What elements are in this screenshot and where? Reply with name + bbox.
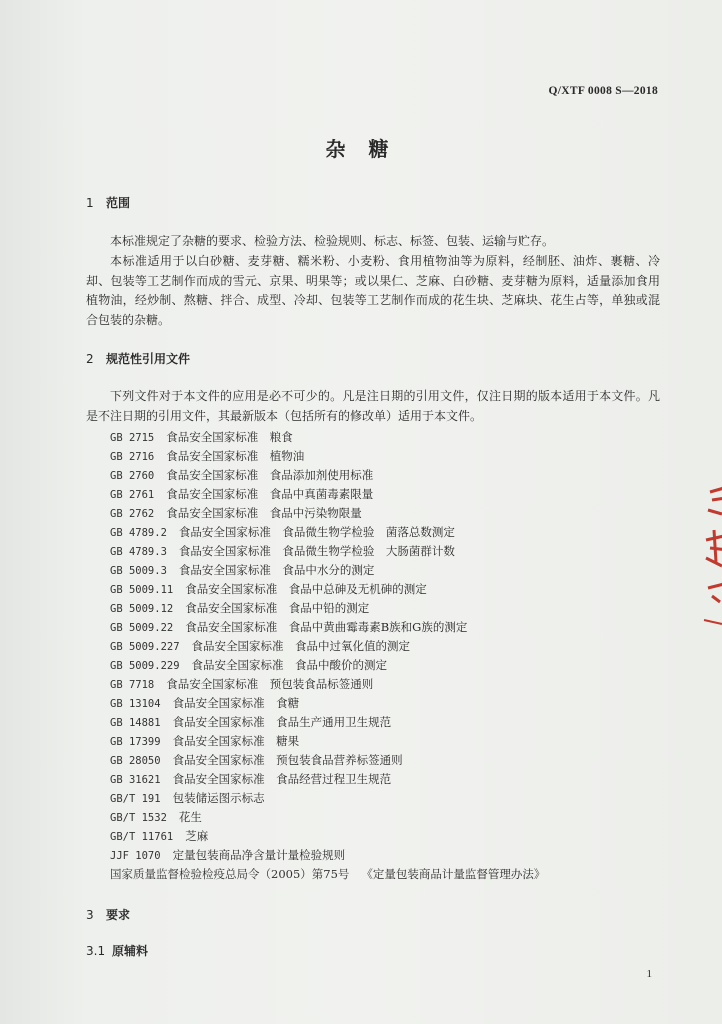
reference-title: 食品安全国家标准 预包装食品营养标签通则 [172, 753, 403, 767]
reference-item [110, 732, 545, 751]
reference-code: GB 4789.3 [110, 546, 167, 558]
reference-code: GB 28050 [110, 755, 161, 767]
reference-title: 食品安全国家标准 食品经营过程卫生规范 [172, 772, 392, 786]
reference-item [110, 523, 545, 542]
reference-code: GB 5009.12 [110, 603, 174, 615]
reference-code: GB 2760 [110, 470, 155, 482]
reference-code: GB 2761 [110, 489, 155, 501]
reference-code: GB 14881 [110, 717, 161, 729]
reference-code: GB 7718 [110, 679, 155, 691]
reference-title: 食品安全国家标准 食品微生物学检验 菌落总数测定 [178, 525, 455, 539]
scope-paragraph-1: 本标准规定了杂糖的要求、检验方法、检验规则、标志、标签、包装、运输与贮存。 [110, 234, 555, 248]
reference-title: 食品安全国家标准 食品中水分的测定 [178, 563, 375, 577]
section-title: 原辅料 [112, 944, 149, 958]
reference-item [110, 599, 545, 618]
reference-code: GB 4789.2 [110, 527, 167, 539]
reference-title: 定量包装商品净含量计量检验规则 [172, 848, 346, 862]
section-number: 3 [86, 908, 94, 922]
section-number: 2 [86, 352, 94, 366]
reference-code: GB 13104 [110, 698, 161, 710]
reference-item [110, 618, 545, 637]
reference-item [110, 580, 545, 599]
section-heading-requirements [86, 906, 130, 923]
reference-title: 食品安全国家标准 食品微生物学检验 大肠菌群计数 [178, 544, 455, 558]
reference-title: 食品安全国家标准 食品中铅的测定 [185, 601, 370, 615]
reference-code: 国家质量监督检验检疫总局令（2005）第75号 [110, 867, 350, 881]
reference-title: 《定量包装商品计量监督管理办法》 [361, 867, 546, 881]
section-title: 规范性引用文件 [106, 352, 191, 366]
reference-code: GB 31621 [110, 774, 161, 786]
reference-title: 食品安全国家标准 食品中酸价的测定 [191, 658, 388, 672]
reference-title: 食品安全国家标准 食品中污染物限量 [166, 506, 362, 520]
reference-list [110, 428, 545, 884]
reference-code: GB 5009.227 [110, 641, 180, 653]
reference-title: 食品安全国家标准 食品生产通用卫生规范 [172, 715, 392, 729]
reference-item [110, 770, 545, 789]
reference-code: GB 5009.22 [110, 622, 174, 634]
reference-code: JJF 1070 [110, 850, 161, 862]
reference-item [110, 675, 545, 694]
reference-code: GB 2715 [110, 432, 155, 444]
reference-item [110, 447, 545, 466]
seal-stamp-fragment [700, 470, 722, 630]
reference-item [110, 846, 545, 865]
reference-code: GB 5009.229 [110, 660, 180, 672]
reference-title: 食品安全国家标准 食品添加剂使用标准 [166, 468, 374, 482]
section-heading-raw-materials [86, 942, 148, 959]
reference-item [110, 637, 545, 656]
reference-code: GB/T 11761 [110, 831, 174, 843]
reference-item [110, 713, 545, 732]
reference-item [110, 466, 545, 485]
scope-paragraph-2: 本标准适用于以白砂糖、麦芽糖、糯米粉、小麦粉、食用植物油等为原料，经制胚、油炸、裹糖、冷却、包装等工艺制作而成的雪元、京果、明果等；或以果仁、芝麻、白砂糖、麦芽糖为原料，适量添加食用植物油，经炒制、熬糖、拌合、成型、冷却、包装等工艺制作而成的花生块、芝麻块、花生占等，单独或混合包装的杂糖。 [86, 254, 660, 327]
reference-item [110, 865, 545, 884]
reference-title: 食品安全国家标准 粮食 [166, 430, 293, 444]
reference-title: 食品安全国家标准 食糖 [172, 696, 300, 710]
reference-item [110, 789, 545, 808]
reference-title: 食品安全国家标准 食品中真菌毒素限量 [166, 487, 374, 501]
section-heading-scope [86, 194, 130, 211]
reference-code: GB/T 1532 [110, 812, 167, 824]
reference-title: 食品安全国家标准 食品中过氧化值的测定 [191, 639, 411, 653]
reference-title: 食品安全国家标准 食品中黄曲霉毒素B族和G族的测定 [185, 620, 468, 634]
section-title: 范围 [106, 196, 131, 210]
reference-code: GB 17399 [110, 736, 161, 748]
reference-item [110, 485, 545, 504]
standard-number: Q/XTF 0008 S—2018 [548, 85, 658, 97]
reference-item [110, 808, 545, 827]
reference-item [110, 561, 545, 580]
reference-code: GB 2762 [110, 508, 155, 520]
reference-item [110, 827, 545, 846]
reference-title: 食品安全国家标准 食品中总砷及无机砷的测定 [185, 582, 427, 596]
section-number: 1 [86, 196, 94, 210]
reference-code: GB/T 191 [110, 793, 161, 805]
reference-title: 芝麻 [185, 829, 209, 843]
reference-title: 食品安全国家标准 植物油 [166, 449, 305, 463]
page-number: 1 [646, 968, 652, 980]
reference-title: 食品安全国家标准 糖果 [172, 734, 300, 748]
section-heading-normative [86, 350, 190, 367]
reference-item [110, 504, 545, 523]
reference-code: GB 5009.11 [110, 584, 174, 596]
reference-item [110, 751, 545, 770]
reference-title: 花生 [178, 810, 202, 824]
reference-item [110, 656, 545, 675]
reference-code: GB 2716 [110, 451, 155, 463]
reference-code: GB 5009.3 [110, 565, 167, 577]
reference-item [110, 428, 545, 447]
normative-paragraph: 下列文件对于本文件的应用是必不可少的。凡是注日期的引用文件，仅注日期的版本适用于本文件。凡是不注日期的引用文件，其最新版本（包括所有的修改单）适用于本文件。 [86, 389, 660, 423]
section-title: 要求 [106, 908, 131, 922]
document-title: 杂 糖 [325, 137, 397, 161]
reference-item [110, 542, 545, 561]
reference-title: 食品安全国家标准 预包装食品标签通则 [166, 677, 374, 691]
reference-title: 包装储运图示标志 [172, 791, 265, 805]
section-number: 3.1 [86, 944, 106, 958]
reference-item [110, 694, 545, 713]
